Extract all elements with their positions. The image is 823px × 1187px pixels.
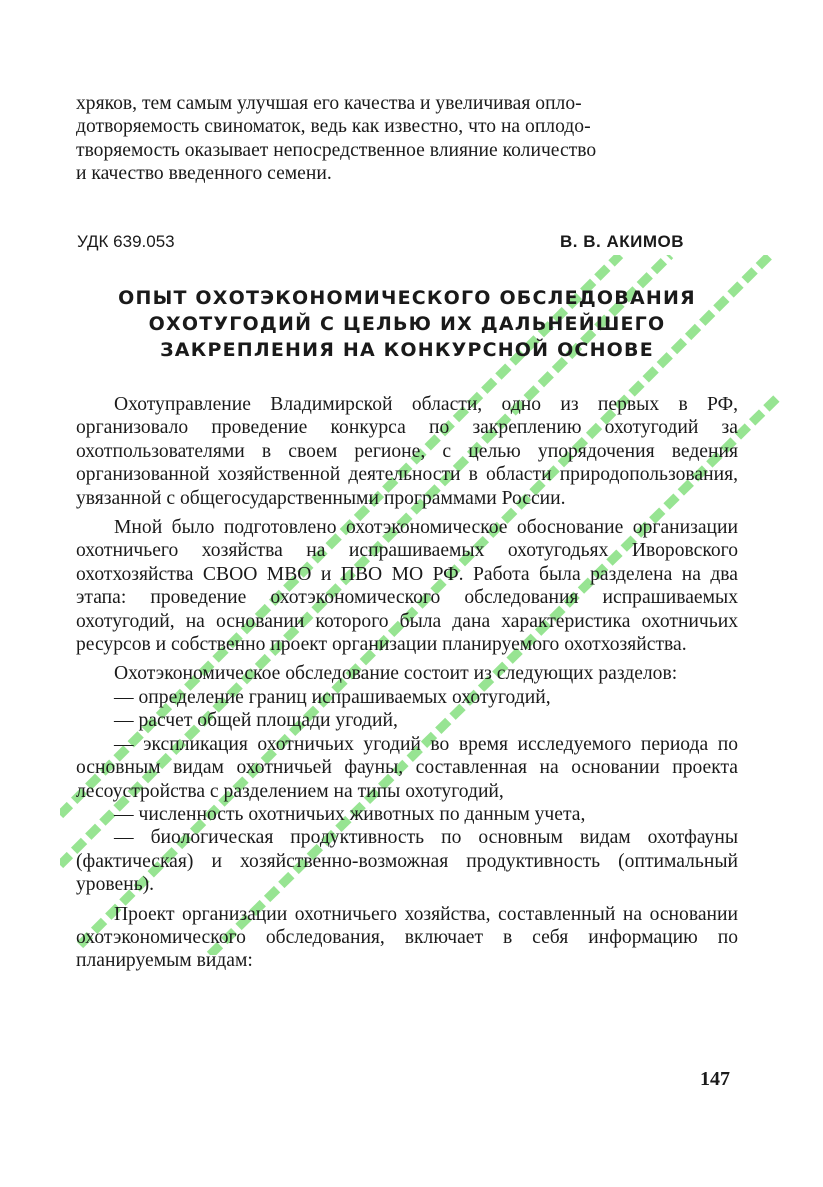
title-line: ОПЫТ ОХОТЭКОНОМИЧЕСКОГО ОБСЛЕДОВАНИЯ <box>118 287 696 309</box>
list-item: — экспликация охотничьих угодий во время исследуемого периода по основным видам охотничьей фауны, составленная на основании проекта лесоустройства с разделением на типы охотугодий, <box>76 733 738 802</box>
top-line: творяемость оказывает непосредственное влияние количество <box>76 139 597 161</box>
article-title <box>76 285 738 363</box>
top-line: дотворяемость свиноматок, ведь как известно, что на оплодо- <box>76 116 591 138</box>
udk-code: УДК 639.053 <box>77 232 175 251</box>
title-line: ЗАКРЕПЛЕНИЯ НА КОНКУРСНОЙ ОСНОВЕ <box>160 339 654 361</box>
list-item: — численность охотничьих животных по данным учета, <box>114 803 586 825</box>
article-body <box>76 393 738 973</box>
top-paragraph <box>76 92 738 186</box>
page-number: 147 <box>700 1068 730 1090</box>
list-item: — определение границ испрашиваемых охотугодий, <box>114 686 551 708</box>
title-line: ОХОТУГОДИЙ С ЦЕЛЬЮ ИХ ДАЛЬНЕЙШЕГО <box>148 313 666 335</box>
list-item: — биологическая продуктивность по основным видам охотфауны (фактическая) и хозяйственно-возможная продуктивность (оптимальный уровень). <box>76 827 738 896</box>
body-paragraph: Мной было подготовлено охотэкономическое обоснование организации охотничьего хозяйства на испрашиваемых охотугодьях Иворовского охотхозяйства СВОО МВО и ПВО МО РФ. Работа была разделена на два этапа: проведение охотэкономического обследования испрашиваемых охотугодий, на основании которого была дана характеристика охотничьих ресурсов и собственно проект организации планируемого охотхозяйства. <box>76 517 738 656</box>
closing-paragraph: Проект организации охотничьего хозяйства, составленный на основании охотэкономического обследования, включает в себя информацию по планируемым видам: <box>76 903 738 972</box>
top-line: хряков, тем самым улучшая его качества и увеличивая опло- <box>76 93 582 114</box>
top-line: и качество введенного семени. <box>76 163 332 185</box>
author-name: В. В. АКИМОВ <box>560 232 684 251</box>
body-paragraph: Охотэкономическое обследование состоит из следующих разделов: <box>114 663 678 685</box>
body-paragraph: Охотуправление Владимирской области, одно из первых в РФ, организовало проведение конкурса по закреплению охотугодий за охотпользователями в своем регионе, с целью упорядочения ведения организованной хозяйственной деятельности в области природопользования, увязанной с общегосударственными программами России. <box>76 394 738 509</box>
list-item: — расчет общей площади угодий, <box>114 710 398 732</box>
